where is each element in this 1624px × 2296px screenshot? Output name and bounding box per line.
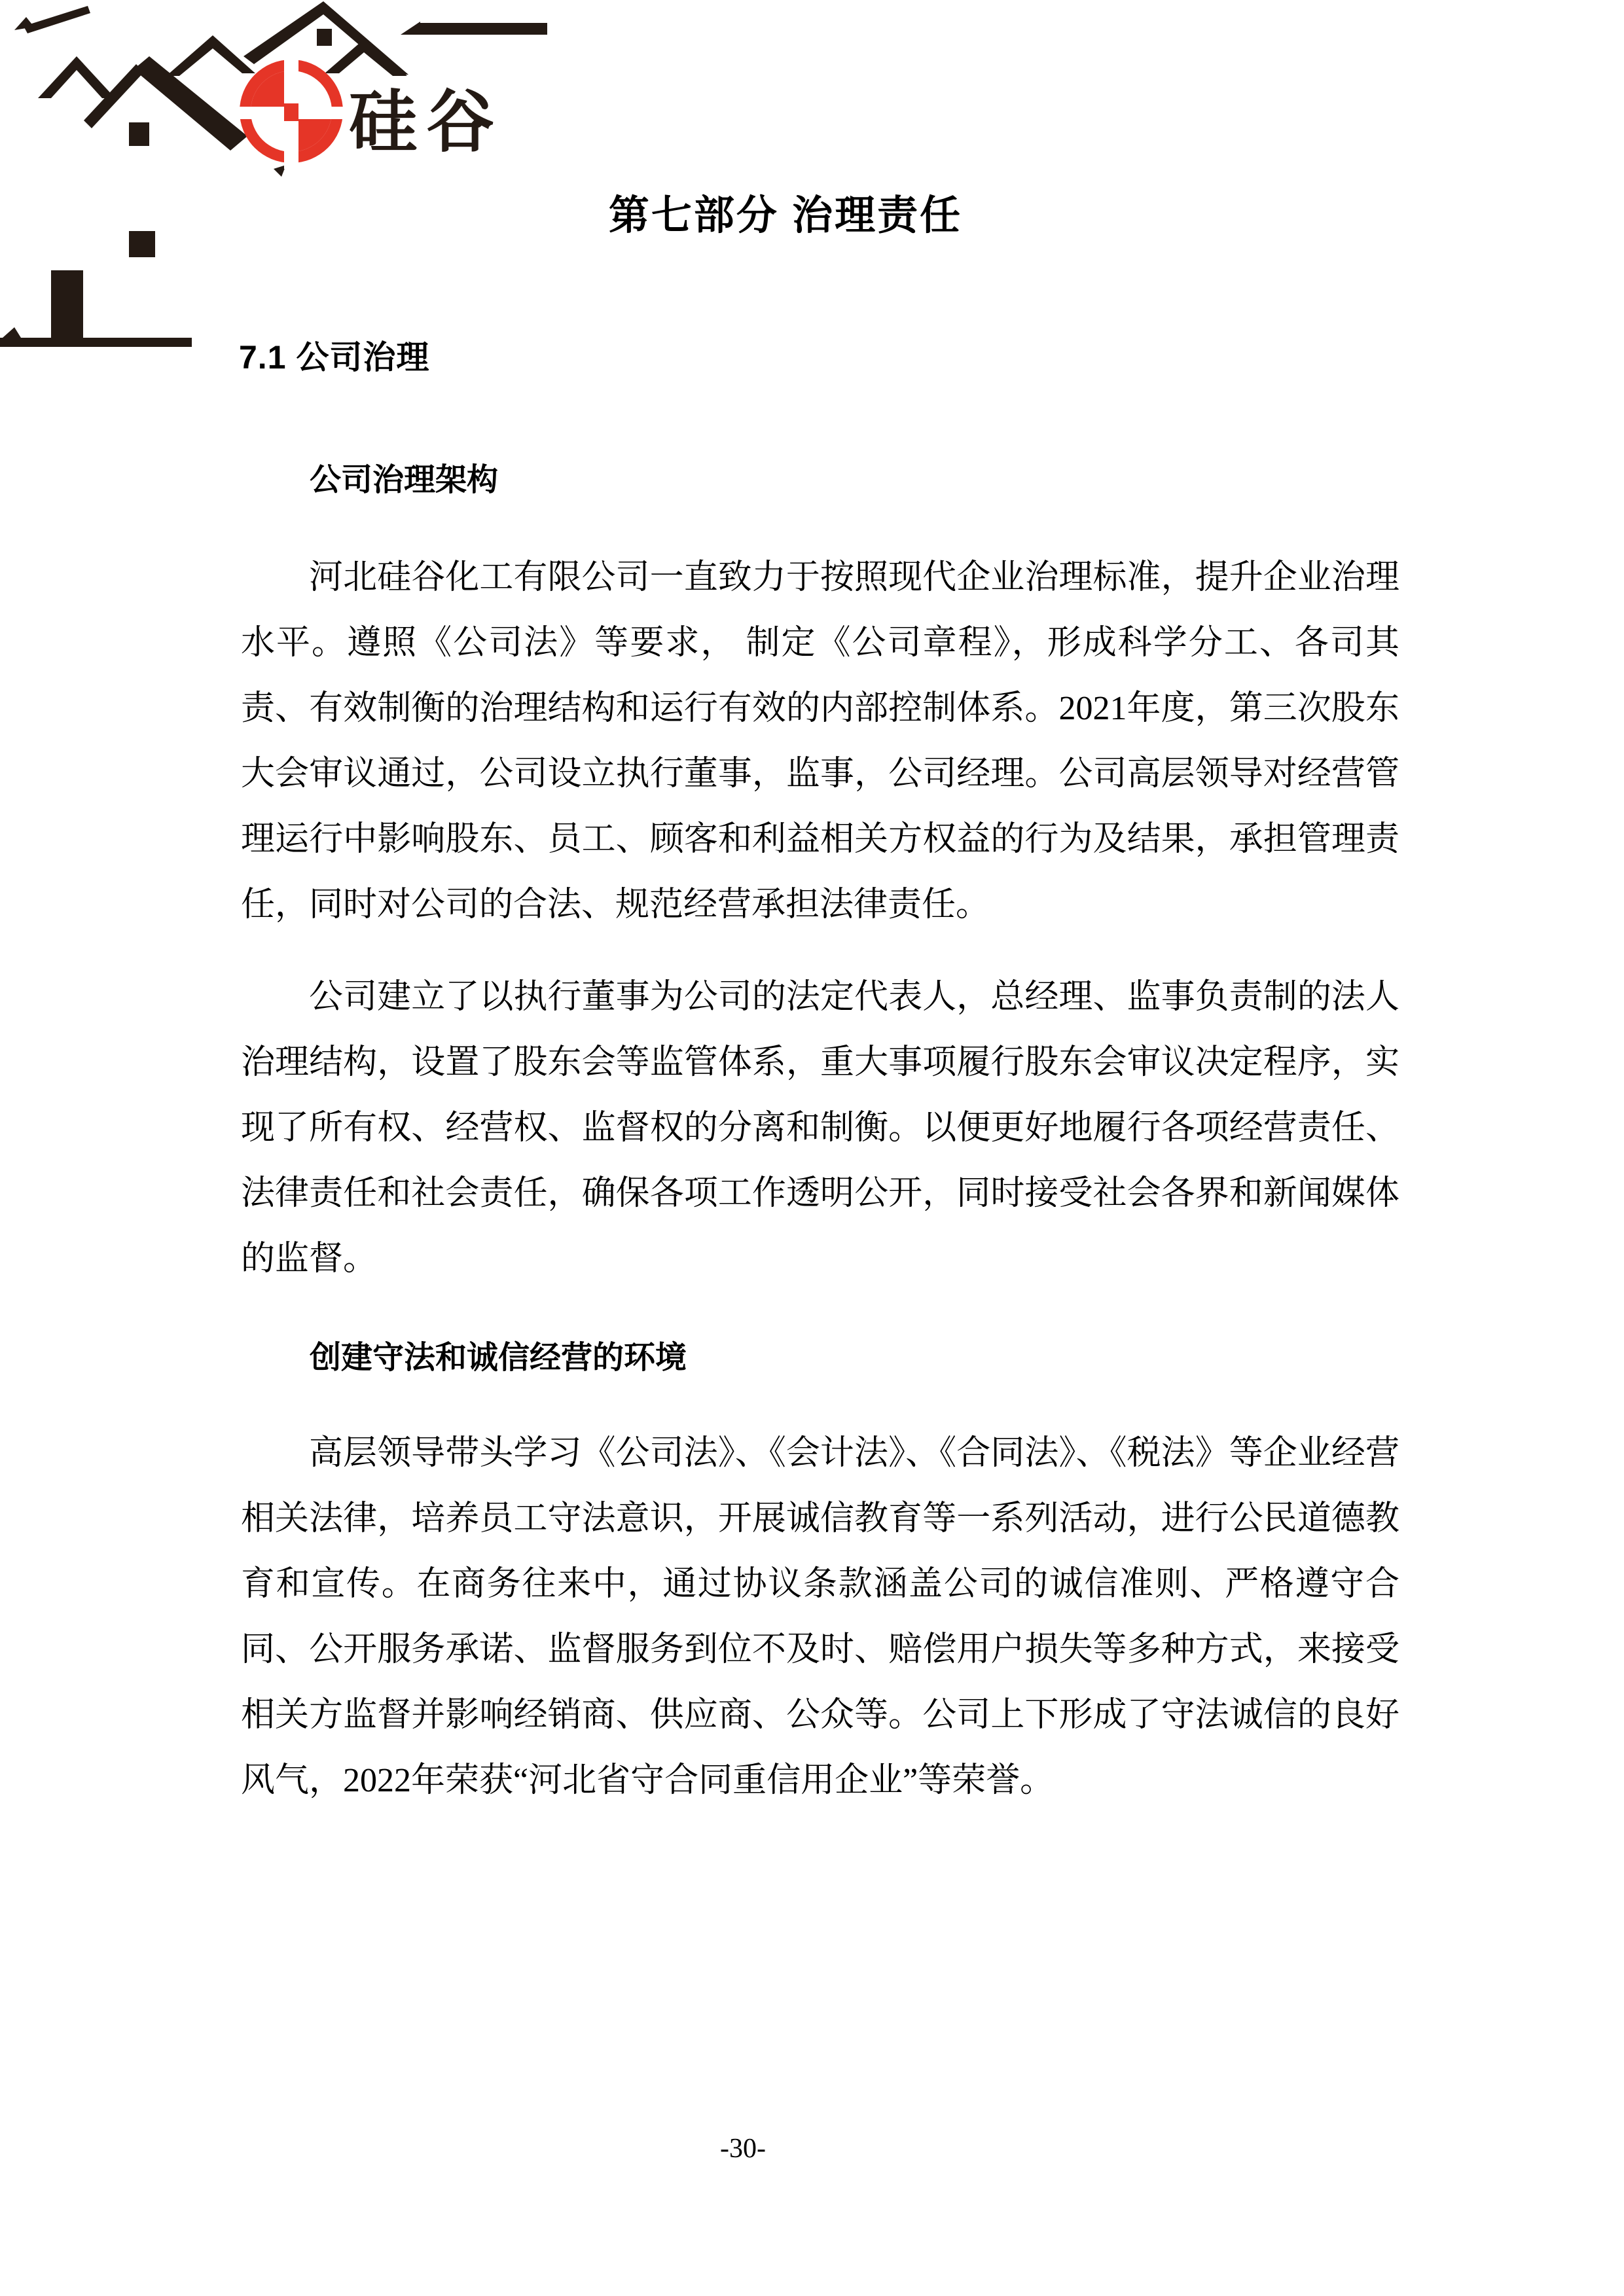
page-number: -30- (720, 2134, 766, 2164)
logo-wordmark: 硅谷 (349, 84, 504, 160)
page-title: 第七部分 治理责任 (608, 193, 963, 238)
body-paragraph: 高层领导带头学习《公司法》、《会计法》、《合同法》、《税法》等企业经营相关法律，培养员工守法意识，开展诚信教育等一系列活动，进行公民道德教育和宣传。在商务往来中，通过协议条款涵盖公司的诚信准则、严格遵守合同、公开服务承诺、监督服务到位不及时、赔偿用户损失等多种方式，来接受相关方监督并影响经销商、供应商、公众等。公司上下形成了守法诚信的良好风气，2022年荣获“河北省守合同重信用企业”等荣誉。 (241, 1435, 1399, 1799)
company-logo (0, 0, 576, 367)
section-heading: 7.1 公司治理 (239, 339, 430, 376)
body-paragraph: 公司建立了以执行董事为公司的法定代表人，总经理、监事负责制的法人治理结构，设置了股东会等监管体系，重大事项履行股东会审议决定程序，实现了所有权、经营权、监督权的分离和制衡。以便更好地履行各项经营责任、法律责任和社会责任，确保各项工作透明公开，同时接受社会各界和新闻媒体的监督。 (241, 978, 1399, 1278)
body-paragraph: 河北硅谷化工有限公司一直致力于按照现代企业治理标准，提升企业治理水平。遵照《公司法》等要求， 制定《公司章程》，形成科学分工、各司其责、有效制衡的治理结构和运行有效的内部控制体系。2021年度，第三次股东大会审议通过，公司设立执行董事，监事，公司经理。公司高层领导对经营管理运行中影响股东、员工、顾客和利益相关方权益的行为及结果，承担管理责任，同时对公司的合法、规范经营承担法律责任。 (241, 559, 1399, 924)
subsection-heading-integrity-environment: 创建守法和诚信经营的环境 (310, 1340, 687, 1375)
logo-graphic (0, 0, 576, 367)
subsection-heading-governance-structure: 公司治理架构 (310, 463, 499, 497)
logo-rooftops-icon (0, 1, 547, 347)
